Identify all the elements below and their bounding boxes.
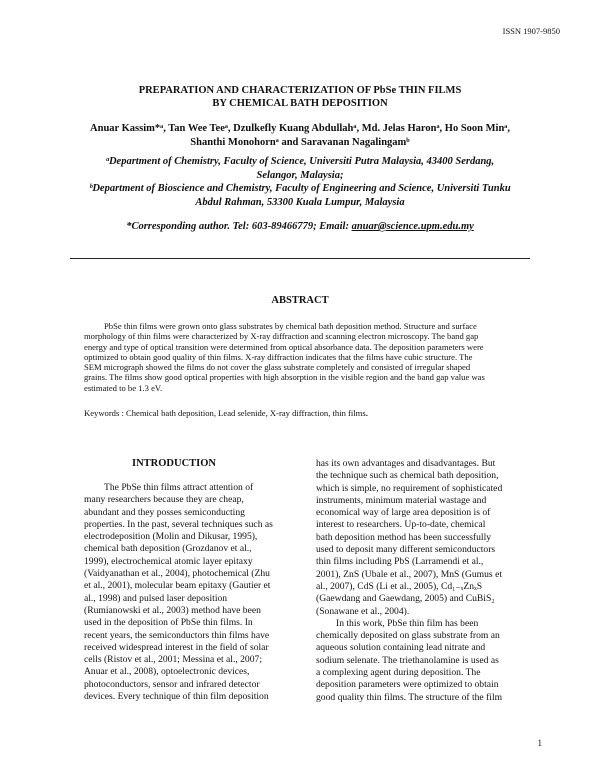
issn-label: ISSN 1907-9850 bbox=[502, 26, 560, 36]
text-line: thin films including PbS (Larramendi et al., bbox=[316, 556, 484, 568]
author-list bbox=[40, 122, 560, 149]
abstract-line: PbSe thin films were grown onto glass substrates by chemical bath deposition method. Structure and surface bbox=[104, 321, 477, 331]
affiliation-b-line-1: ᵇDepartment of Bioscience and Chemistry, Faculty of Engineering and Science, Universiti Tunku bbox=[89, 183, 511, 194]
text-line: a complexing agent during deposition. The bbox=[316, 667, 481, 679]
affiliations bbox=[40, 155, 560, 209]
introduction-right-column bbox=[316, 458, 536, 704]
text-line: electrodeposition (Molin and Dikusar, 1995), bbox=[84, 531, 258, 543]
text-line: (Rumianowski et al., 2003) method have been bbox=[84, 604, 261, 616]
authors-line-1: Anuar Kassim*ᵃ, Tan Wee Teeᵃ, Dzulkefly Kuang Abdullahᵃ, Md. Jelas Haronᵃ, Ho Soon Minᵃ, bbox=[90, 123, 510, 134]
paper-title bbox=[60, 84, 540, 110]
text-line: photoconductors, sensor and infrared detector bbox=[84, 678, 260, 690]
text-line: the technique such as chemical bath deposition, bbox=[316, 470, 499, 482]
text-line: 1999), electrochemical atomic layer epitaxy bbox=[84, 555, 253, 567]
text-line: devices. Every technique of thin film deposition bbox=[84, 691, 269, 703]
text-line: In this work, PbSe thin film has been bbox=[336, 617, 479, 629]
text-line: good quality thin films. The structure of the film bbox=[316, 691, 503, 703]
abstract-line: grains. The films show good optical properties with high absorption in the visible region and the band gap value was bbox=[84, 372, 485, 383]
text-line: (Sonawane et al., 2004). bbox=[316, 605, 410, 617]
text-line: interest to researchers. Up-to-date, chemical bbox=[316, 519, 486, 531]
text-line: properties. In the past, several techniques such as bbox=[84, 518, 273, 530]
text-line: deposition parameters were optimized to obtain bbox=[316, 679, 499, 691]
introduction-heading: INTRODUCTION bbox=[132, 458, 217, 469]
abstract-line: SEM micrograph showed the films do not cover the glass substrate completely and consisted of irregular shaped bbox=[84, 362, 471, 373]
abstract-line: estimated to be 1.3 eV. bbox=[84, 382, 163, 393]
keywords-period: . bbox=[365, 408, 368, 418]
text-line: recent years, the semiconductors thin films have bbox=[84, 629, 270, 641]
text-line: Anuar et al., 2008), optoelectronic devices, bbox=[84, 666, 250, 678]
abstract-heading: ABSTRACT bbox=[271, 295, 329, 306]
abstract-line: optimized to obtain good quality of thin films. X-ray diffraction indicates that the films have cubic structure. The bbox=[84, 351, 473, 362]
title-line-2: BY CHEMICAL BATH DEPOSITION bbox=[212, 98, 388, 109]
abstract-line: morphology of thin films were characterized by X-ray diffraction and scanning electron microscopy. The band gap bbox=[84, 331, 479, 342]
text-line: 2001), ZnS (Ubale et al., 2007), MnS (Gumus et bbox=[316, 568, 502, 580]
text-line: (Vaidyanathan et al., 2004), photochemical (Zhu bbox=[84, 568, 270, 580]
text-line: et al., 2001), molecular beam epitaxy (Gautier et bbox=[84, 580, 271, 592]
authors-line-2: Shanthi Monohornᵃ and Saravanan Nagalingamᵇ bbox=[190, 136, 410, 148]
page-number: 1 bbox=[537, 738, 542, 748]
text-line: which is simple, no requirement of sophisticated bbox=[316, 482, 503, 494]
header-divider bbox=[70, 258, 530, 259]
text-line: instruments, minimum material wastage and bbox=[316, 494, 487, 506]
introduction-left-column bbox=[84, 482, 284, 703]
text-line: aqueous solution containing lead nitrate and bbox=[316, 642, 486, 654]
text-line: has its own advantages and disadvantages. But bbox=[316, 458, 496, 469]
text-line: many researchers because they are cheap, bbox=[84, 494, 244, 506]
text-line: cells (Ristov et al., 2001; Messina et al., 2007; bbox=[84, 654, 262, 666]
corresponding-email-link[interactable]: anuar@science.upm.edu.my bbox=[351, 221, 474, 232]
text-line: al., 1998) and pulsed laser deposition bbox=[84, 592, 228, 604]
affiliation-a-line-1: ᵃDepartment of Chemistry, Faculty of Science, Universiti Putra Malaysia, 43400 Serdang, bbox=[105, 156, 495, 167]
text-line: chemical bath deposition (Grozdanov et al., bbox=[84, 543, 252, 555]
text-line: chemically deposited on glass substrate from an bbox=[316, 630, 500, 642]
text-line: al., 2007), CdS (Li et al., 2005), Cd₁₋ₓZnₓS bbox=[316, 580, 483, 592]
text-line: used in the deposition of PbSe thin films. In bbox=[84, 617, 253, 629]
text-line: (Gaewdang and Gaewdang, 2005) and CuBiS₂ bbox=[316, 593, 495, 605]
title-line-1: PREPARATION AND CHARACTERIZATION OF PbSe THIN FILMS bbox=[138, 85, 462, 96]
affiliation-b-line-2: Abdul Rahman, 53300 Kuala Lumpur, Malaysia bbox=[195, 196, 405, 208]
text-line: economical way of large area deposition is of bbox=[316, 507, 491, 519]
text-line: The PbSe thin films attract attention of bbox=[104, 482, 254, 493]
text-line: received widespread interest in the field of solar bbox=[84, 641, 269, 653]
corresponding-author-text: *Corresponding author. Tel: 603-89466779; Email: bbox=[126, 221, 352, 232]
text-line: used to deposit many different semiconductors bbox=[316, 544, 496, 556]
affiliation-a-line-2: Selangor, Malaysia; bbox=[256, 169, 344, 181]
keywords-text: Keywords : Chemical bath deposition, Lead selenide, X-ray diffraction, thin films bbox=[84, 408, 366, 418]
text-line: abundant and they posses semiconducting bbox=[84, 506, 245, 518]
corresponding-author bbox=[40, 221, 560, 232]
abstract-line: energy and type of optical transition were determined from optical absorbance data. The deposition parameters were bbox=[84, 341, 484, 352]
abstract-body bbox=[84, 321, 532, 393]
text-line: sodium selenate. The triethanolamine is used as bbox=[316, 654, 499, 666]
text-line: bath deposition method has been successfully bbox=[316, 531, 492, 543]
keywords bbox=[84, 408, 368, 418]
